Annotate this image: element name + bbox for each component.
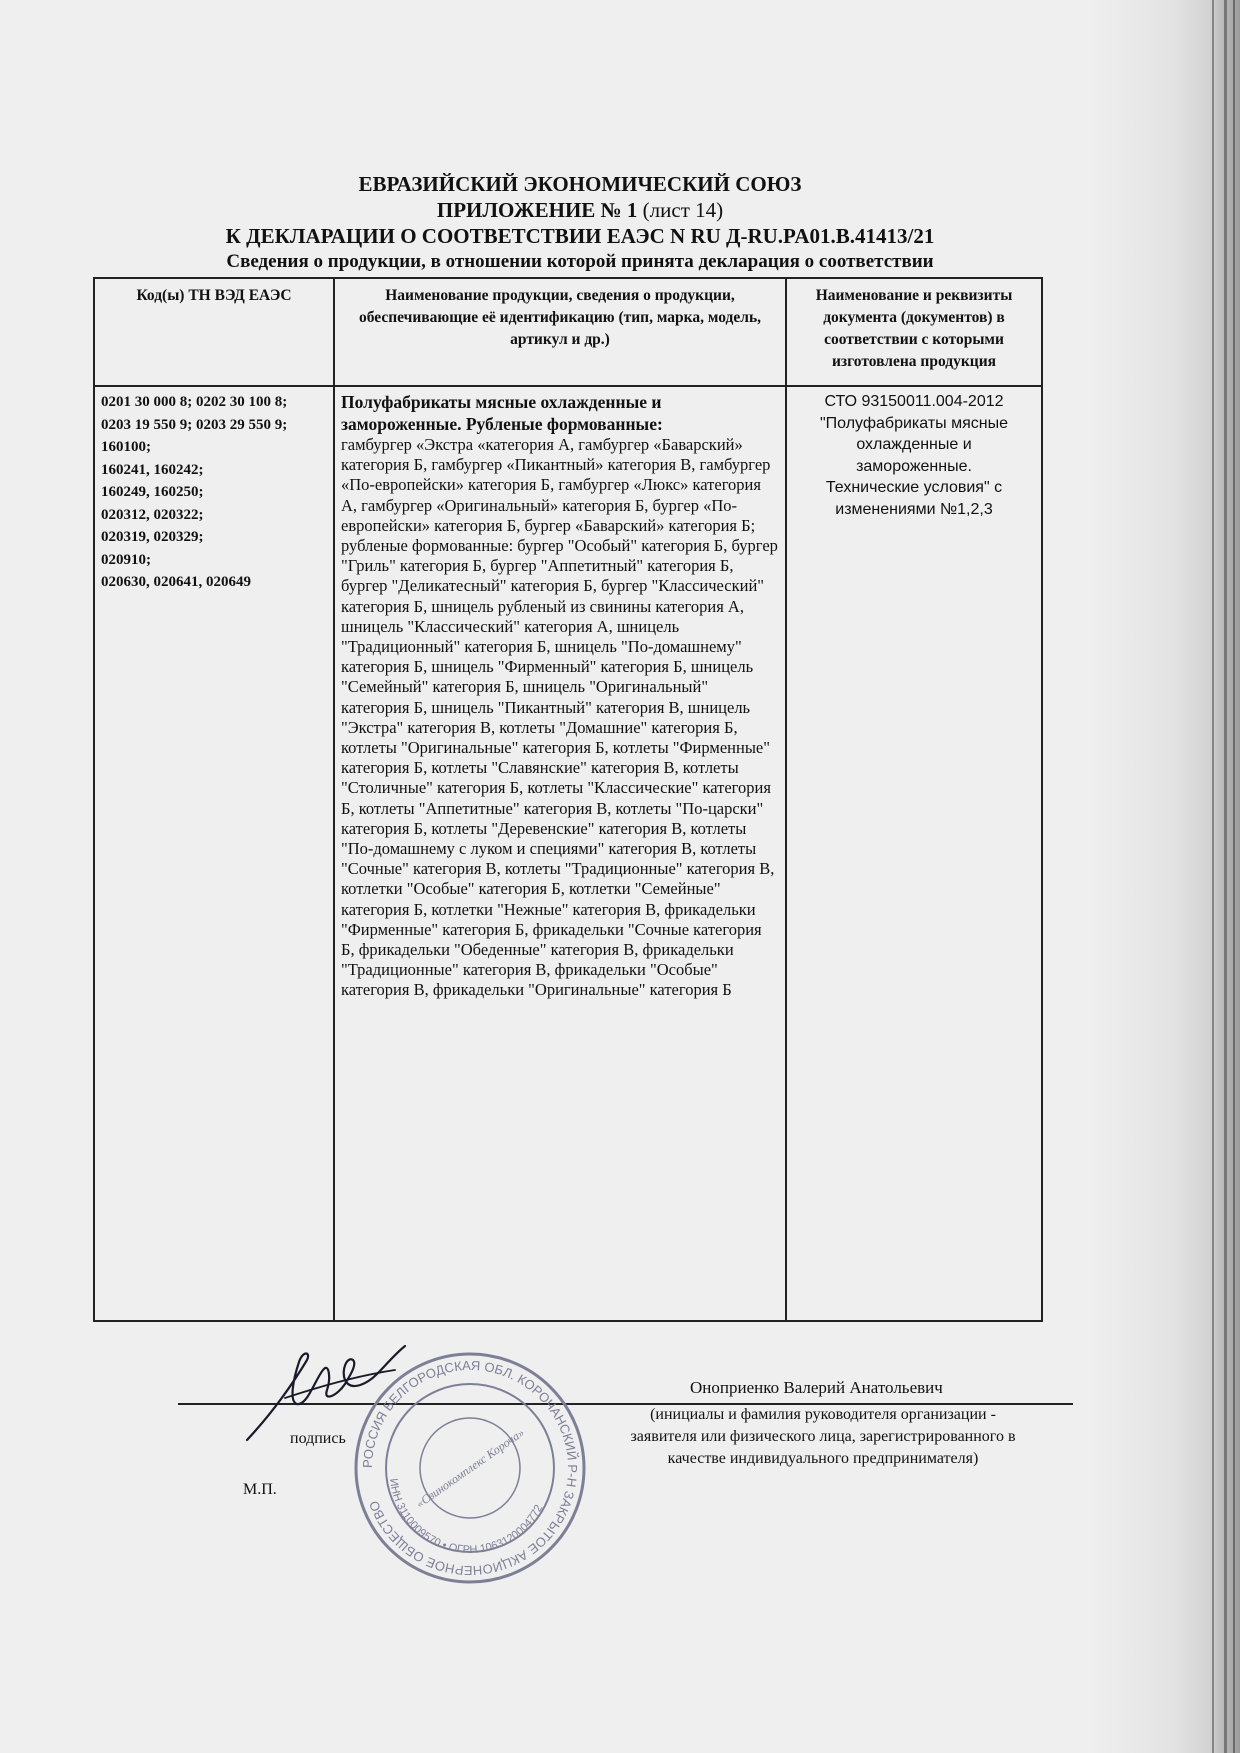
code-line: 020319, 020329; (101, 529, 204, 545)
signer-caption (588, 1404, 1058, 1470)
product-list-text: гамбургер «Экстра «категория А, гамбургер «Баварский» категория Б, гамбургер «Пикантный» категория В, гамбургер «По-европейски» категория Б, гамбургер «Люкс» категория А, гамбургер «Оригинальный» категория Б, бургер «По-европейски» категория Б, бургер «Баварский» категория Б; рубленые формованные: бургер "Особый" категория Б, бургер "Гриль" категория Б, бургер "Аппетитный" категория Б, бургер "Деликатесный" категория Б, бургер "Классический" категория Б, шницель рубленый из свинины категория А, шницель "Классический" категория А, шницель "Традиционный" категория Б, шницель "По-домашнему" категория Б, шницель "Фирменный" категория Б, шницель "Семейный" категория Б, шницель "Оригинальный" категория Б, шницель "Пикантный" категория В, шницель "Экстра" категория В, котлеты "Домашние" категория Б, котлеты "Оригинальные" категория Б, котлеты "Фирменные" категория Б, котлеты "Славянские" категория В, котлеты "Столичные" категория Б, котлеты "Классические" категория Б, котлеты "Аппетитные" категория В, котлеты "По-царски" категория Б, котлеты "Деревенские" категория В, котлеты "По-домашнему с луком и специями" категория В, котлеты "Сочные" категория В, котлеты "Традиционные" категория В, котлетки "Особые" категория Б, котлетки "Семейные" категория Б, котлетки "Нежные" категория В, фрикадельки "Фирменные" категория Б, фрикадельки "Сочные категория Б, фрикадельки "Обеденные" категория В, фрикадельки "Традиционные" категория В, фрикадельки "Особые" категория В, фрикадельки "Оригинальные" категория Б (341, 435, 778, 1000)
document-line: охлажденные и (856, 436, 972, 453)
codes-cell (94, 386, 334, 1321)
code-line: 0203 19 550 9; 0203 29 550 9; (101, 416, 288, 433)
scan-edge-stripe (1212, 0, 1214, 1753)
product-table (93, 277, 1043, 1322)
appendix-number: ПРИЛОЖЕНИЕ № 1 (436, 198, 638, 222)
code-line: 020312, 020322; (101, 506, 204, 523)
declaration-reference: К ДЕКЛАРАЦИИ О СООТВЕТСТВИИ ЕАЭС N RU Д-RU.PA01.B.41413/21 (225, 224, 935, 248)
seal-center-text: «Свинокомплекс Короча» (413, 1425, 527, 1511)
code-line: 020630, 020641, 020649 (101, 574, 251, 590)
seal-bottom-text: ИНН 3110009570 • ОГРН 1063120004772 (387, 1477, 546, 1557)
appendix-sheet: (лист 14) (642, 198, 724, 222)
seal-outer-text: РОССИЯ БЕЛГОРОДСКАЯ ОБЛ. КОРОЧАНСКИЙ Р-Н ЗАКРЫТОЕ АКЦИОНЕРНОЕ ОБЩЕСТВО (359, 1357, 581, 1579)
documents-cell (786, 386, 1042, 1321)
document-line: изменениями №1,2,3 (835, 500, 993, 518)
scan-edge-stripe (1233, 0, 1235, 1753)
caption-line: качестве индивидуального предпринимателя) (667, 1450, 979, 1467)
signer-name: Оноприенко Валерий Анатольевич (690, 1378, 943, 1397)
document-line: замороженные. (856, 457, 972, 475)
document-line: Технические условия" с (825, 479, 1003, 496)
signature-label: подпись (290, 1430, 346, 1447)
caption-line: заявителя или физического лица, зарегистрированного в (630, 1428, 1016, 1445)
table-row (94, 386, 1042, 1321)
caption-line: (инициалы и фамилия руководителя организации - (650, 1406, 996, 1423)
description-cell (334, 386, 786, 1321)
stamp-place-label: М.П. (243, 1481, 277, 1498)
code-line: 0201 30 000 8; 0202 30 100 8; (101, 394, 288, 410)
code-line: 160100; (101, 439, 151, 455)
code-line: 020910; (101, 551, 151, 568)
code-line: 160241, 160242; (101, 461, 204, 478)
appendix-title (60, 198, 1100, 223)
scan-edge-stripe (1224, 0, 1227, 1753)
column-header-documents: Наименование и реквизиты документа (документов) в соответствии с которыми изготовлена продукция (786, 278, 1042, 386)
table-header-row (94, 278, 1042, 386)
product-group-title: Полуфабрикаты мясные охлажденные и замороженные. Рубленые формованные: (341, 392, 663, 434)
code-line: 160249, 160250; (101, 484, 204, 500)
column-header-codes: Код(ы) ТН ВЭД ЕАЭС (94, 278, 334, 386)
scan-edge-shadow (1090, 0, 1240, 1753)
document-line: "Полуфабрикаты мясные (819, 414, 1008, 432)
union-title: ЕВРАЗИЙСКИЙ ЭКОНОМИЧЕСКИЙ СОЮЗ (358, 172, 802, 196)
handwritten-signature (245, 1340, 415, 1450)
table-caption: Сведения о продукции, в отношении которой принята декларация о соответствии (226, 251, 934, 272)
column-header-description: Наименование продукции, сведения о продукции, обеспечивающие её идентификацию (тип, марка, модель, артикул и др.) (334, 278, 786, 386)
document-line: СТО 93150011.004-2012 (824, 393, 1004, 410)
